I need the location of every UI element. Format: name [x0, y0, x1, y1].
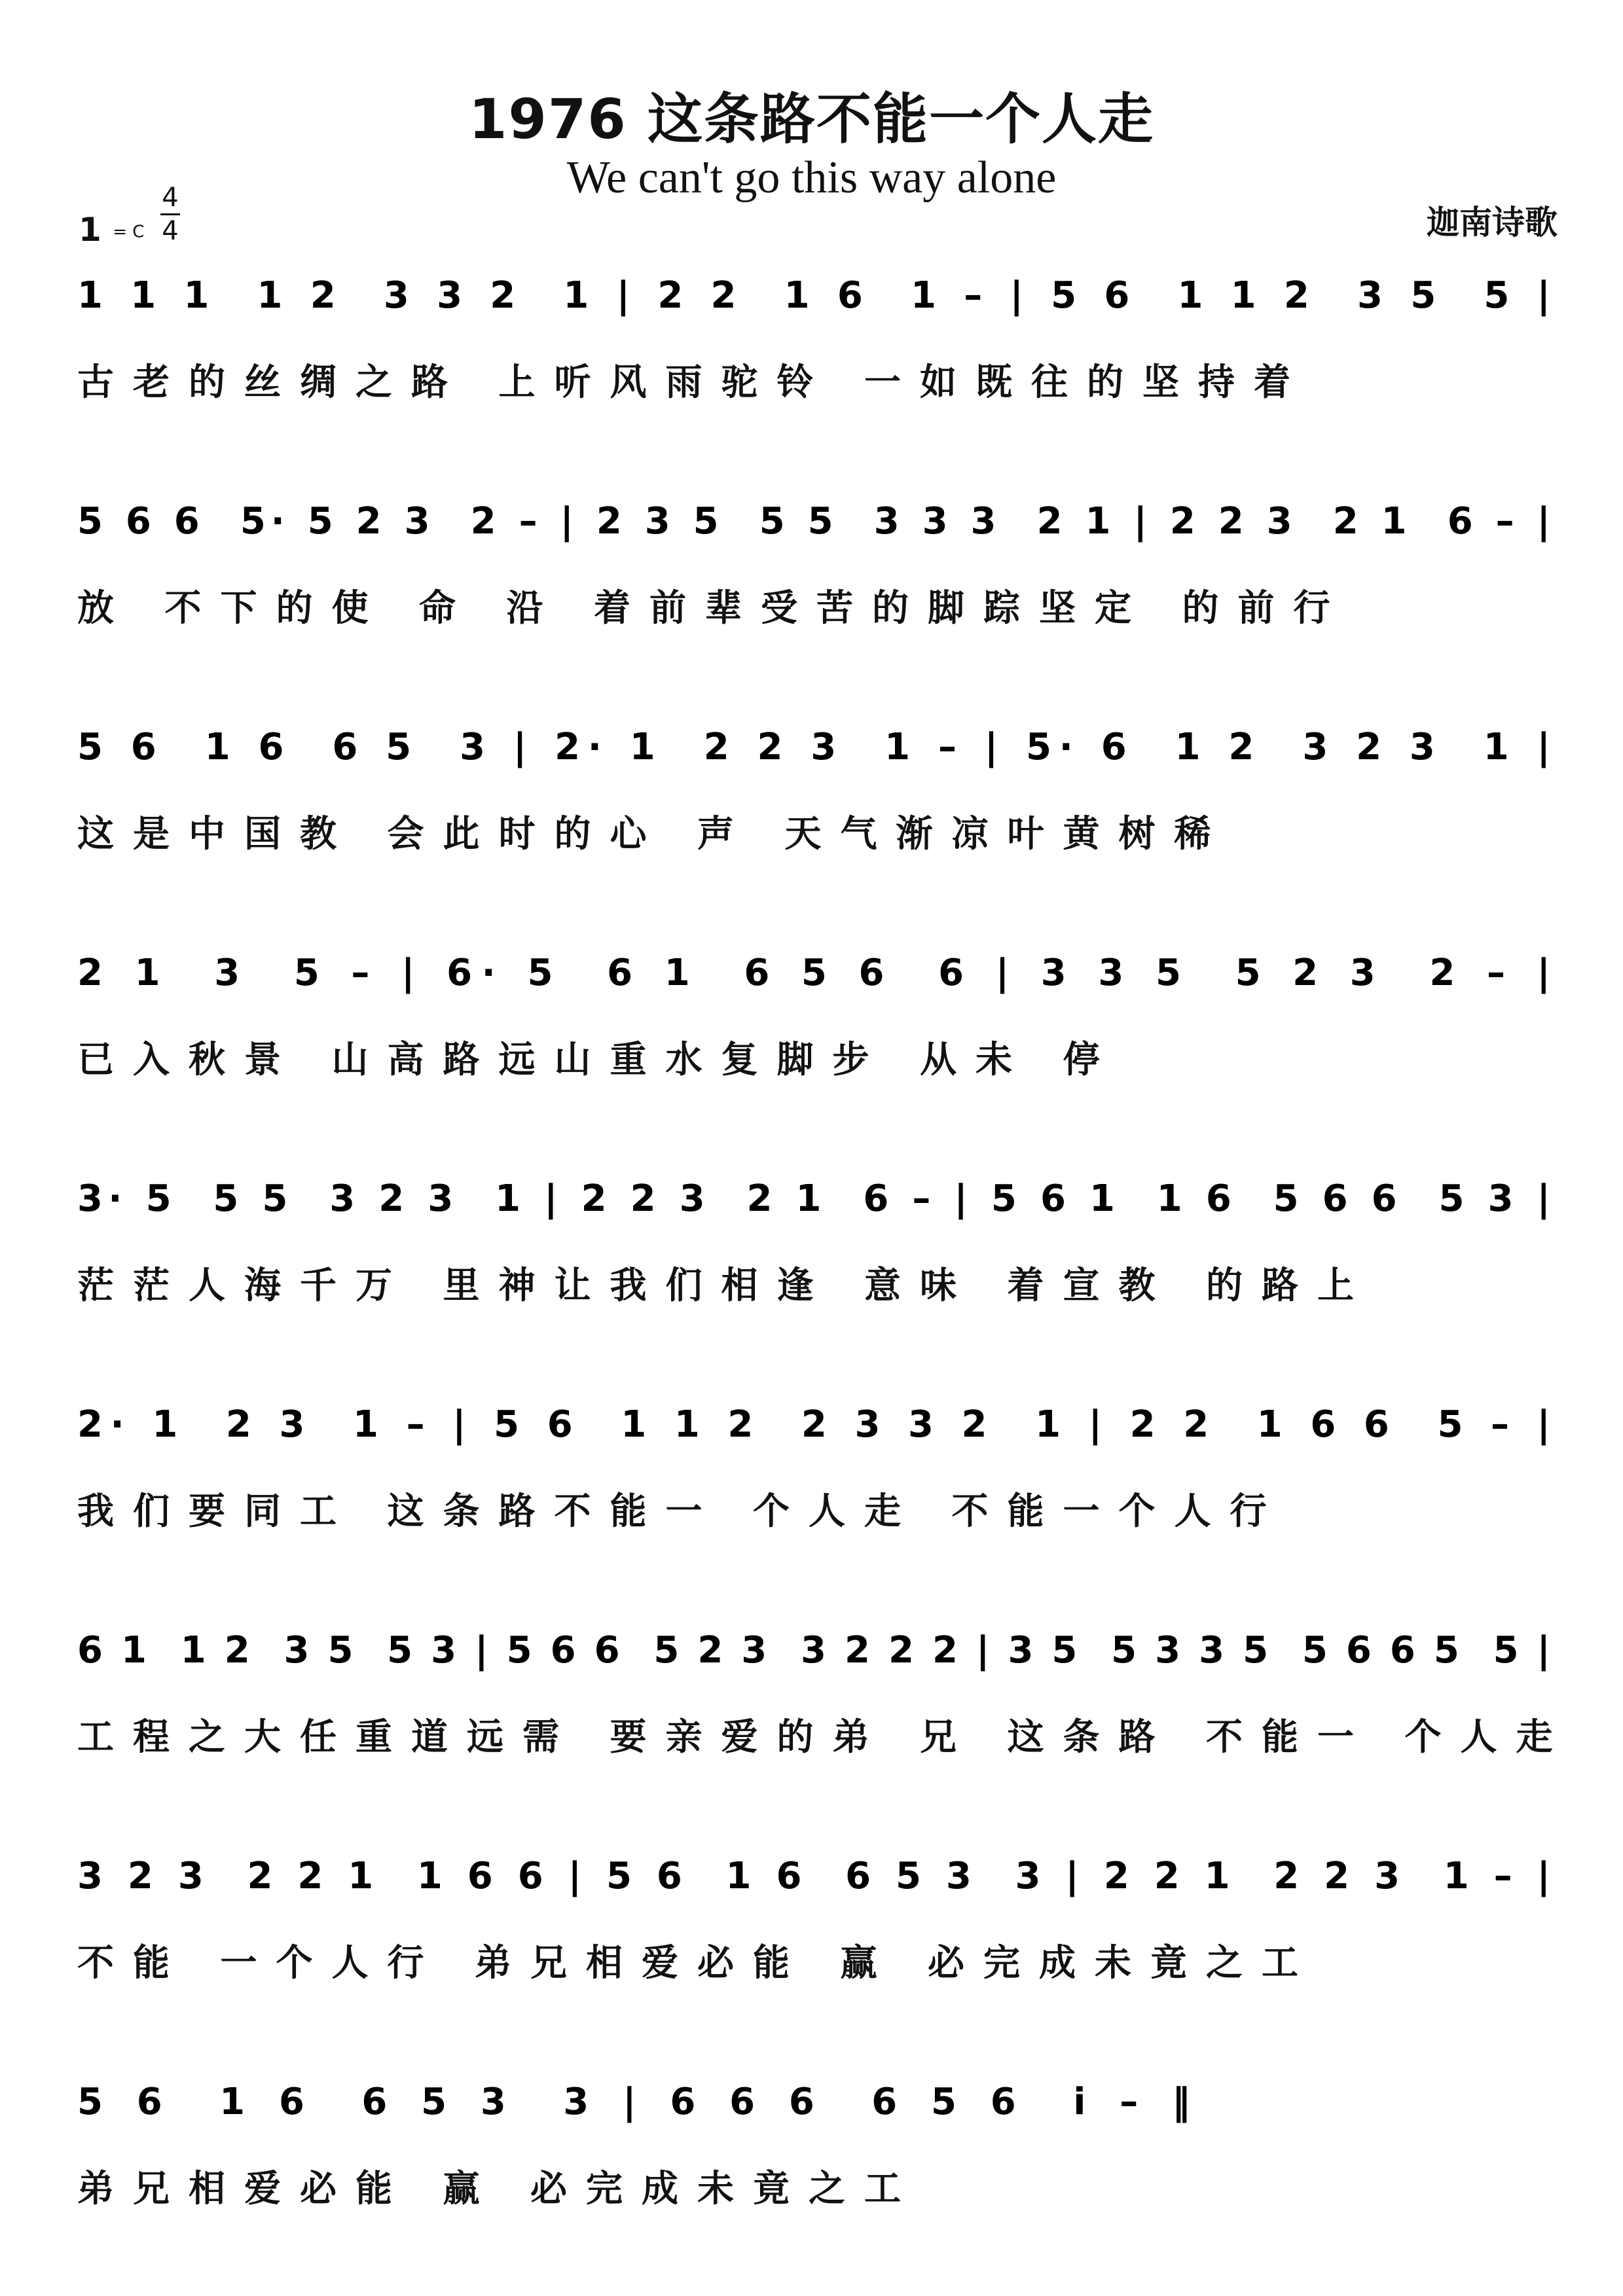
notation-text: 1 1 1 1 2 3 3 2 1 | 2 2 1 6 1 – | 5 6 1 1 2 3 5 5 |	[77, 274, 1550, 317]
time-signature	[157, 183, 183, 245]
notation-line	[77, 259, 1556, 344]
score-system-6	[77, 1388, 1556, 1571]
score-system-3	[77, 710, 1556, 893]
notation-text: 5 6 6 5· 5 2 3 2 – | 2 3 5 5 5 3 3 3 2 1 | 2 2 3 2 1 6 – |	[77, 500, 1550, 543]
score-system-2	[77, 484, 1556, 668]
time-bottom: 4	[162, 216, 179, 246]
notation-text: 6 1 1 2 3 5 5 3 | 5 6 6 5 2 3 3 2 2 2 | 3 5 5 3 3 5 5 6 6 5 5 |	[77, 1629, 1550, 1672]
key-signature	[79, 211, 144, 249]
notation-line	[77, 1162, 1556, 1247]
score-system-5	[77, 1162, 1556, 1345]
time-divider	[160, 213, 180, 215]
notation-line	[77, 936, 1556, 1021]
lyrics-line: 工程之大任重道远需 要亲爱的弟 兄 这条路 不能一 个人走	[77, 1716, 1572, 1759]
notation-graphics	[77, 710, 1556, 795]
score-system-4	[77, 936, 1556, 1119]
notation-text: 5 6 1 6 6 5 3 3 | 6 6 6 6 5 6 i – ‖	[77, 2081, 1190, 2123]
author: 迦南诗歌	[1427, 204, 1558, 242]
score-system-7	[77, 1613, 1572, 1797]
key-number: 1	[79, 211, 101, 249]
notation-graphics	[77, 259, 1556, 344]
score-system-9	[77, 2065, 1556, 2248]
notation-graphics	[77, 1613, 1556, 1698]
lyrics-line: 已入秋景 山高路远山重水复脚步 从未 停	[77, 1039, 1119, 1081]
notation-line	[77, 1613, 1556, 1698]
lyrics-line: 茫茫人海千万 里神让我们相逢 意味 着宣教 的路上	[77, 1265, 1373, 1307]
notation-line	[77, 484, 1556, 569]
notation-graphics	[77, 936, 1556, 1021]
notation-graphics	[77, 1839, 1556, 1924]
notation-line	[77, 1388, 1556, 1473]
song-title: 1976 这条路不能一个人走	[468, 87, 1155, 151]
notation-graphics	[77, 484, 1556, 569]
notation-text: 3 2 3 2 2 1 1 6 6 | 5 6 1 6 6 5 3 3 | 2 2 1 2 2 3 1 – |	[77, 1855, 1550, 1897]
score-system-1	[77, 259, 1556, 442]
notation-text: 3· 5 5 5 3 2 3 1 | 2 2 3 2 1 6 – | 5 6 1 1 6 5 6 6 5 3 |	[77, 1177, 1550, 1220]
key-equals: = C	[113, 222, 145, 242]
notation-graphics	[77, 1162, 1556, 1247]
lyrics-line: 古老的丝绸之路 上听风雨驼铃 一如既往的坚持着	[77, 361, 1309, 404]
score-system-8	[77, 1839, 1556, 2022]
notation-text: 2· 1 2 3 1 – | 5 6 1 1 2 2 3 3 2 1 | 2 2 1 6 6 5 – |	[77, 1403, 1550, 1446]
notation-graphics	[77, 2065, 1556, 2150]
lyrics-line: 这是中国教 会此时的心 声 天气渐凉叶黄树稀	[77, 813, 1230, 855]
notation-text: 5 6 1 6 6 5 3 | 2· 1 2 2 3 1 – | 5· 6 1 2 3 2 3 1 |	[77, 726, 1550, 768]
time-top: 4	[162, 183, 179, 213]
lyrics-line: 不能 一个人行 弟兄相爱必能 赢 必完成未竟之工	[77, 1942, 1317, 1984]
notation-line	[77, 1839, 1556, 1924]
notation-line	[77, 710, 1556, 795]
notation-line	[77, 2065, 1556, 2150]
notation-graphics	[77, 1388, 1556, 1473]
song-subtitle: We can't go this way alone	[566, 152, 1057, 203]
lyrics-line: 放 不下的使 命 沿 着前辈受苦的脚踪坚定 的前行	[77, 587, 1349, 630]
lyrics-line: 我们要同工 这条路不能一 个人走 不能一个人行	[77, 1490, 1286, 1533]
notation-text: 2 1 3 5 – | 6· 5 6 1 6 5 6 6 | 3 3 5 5 2 3 2 – |	[77, 952, 1550, 994]
lyrics-line: 弟兄相爱必能 赢 必完成未竟之工	[77, 2168, 920, 2210]
